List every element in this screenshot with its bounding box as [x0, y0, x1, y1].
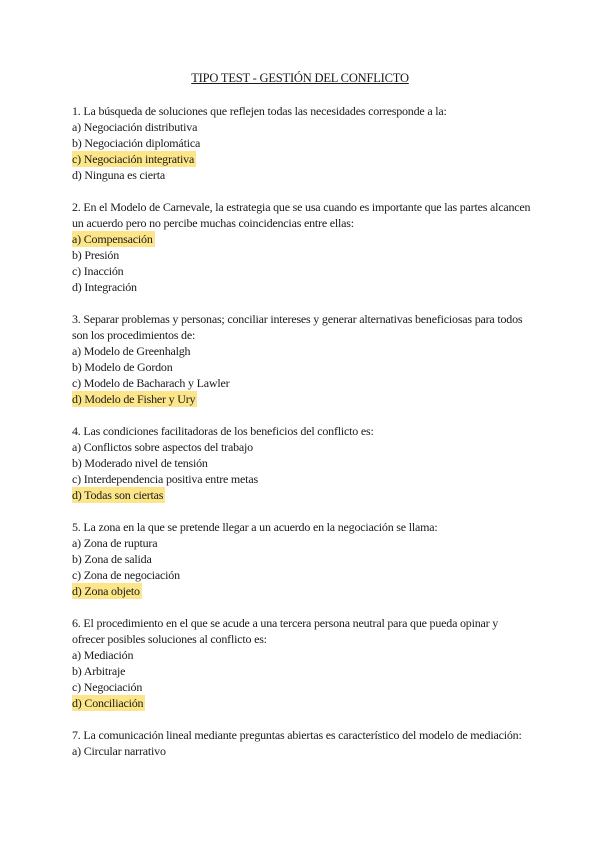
answer-option — [72, 135, 532, 151]
question-text: 3. Separar problemas y personas; conciliar intereses y generar alternativas beneficiosas para todos son los procedimientos de: — [72, 312, 523, 342]
answer-option — [72, 567, 532, 583]
answer-option — [72, 247, 532, 263]
answer-option — [72, 471, 532, 487]
answer-option-text: c) Zona de negociación — [72, 568, 180, 582]
answer-option-text: a) Compensación — [72, 232, 153, 246]
question-text: 1. La búsqueda de soluciones que reflejen todas las necesidades corresponde a la: — [72, 104, 447, 118]
question-5 — [72, 519, 532, 599]
answer-option-text: c) Negociación — [72, 680, 143, 694]
question-1 — [72, 103, 532, 183]
answer-option-correct — [72, 487, 532, 503]
answer-option-text: d) Conciliación — [72, 696, 144, 710]
answer-option-correct — [72, 695, 532, 711]
document-title: TIPO TEST - GESTIÓN DEL CONFLICTO — [191, 71, 409, 85]
answer-option-text: d) Modelo de Fisher y Ury — [72, 392, 196, 406]
answer-option — [72, 263, 532, 279]
answer-option-text: c) Interdependencia positiva entre metas — [72, 472, 258, 486]
answer-option — [72, 439, 532, 455]
answer-option-text: a) Conflictos sobre aspectos del trabajo — [72, 440, 253, 454]
answer-option-text: a) Zona de ruptura — [72, 536, 158, 550]
answer-option-text: b) Negociación diplomática — [72, 136, 201, 150]
answer-option-text: b) Arbitraje — [72, 664, 126, 678]
answer-option — [72, 551, 532, 567]
answer-option-text: a) Mediación — [72, 648, 134, 662]
answer-option-text: c) Negociación integrativa — [72, 152, 195, 166]
answer-option-text: c) Modelo de Bacharach y Lawler — [72, 376, 230, 390]
answer-option-correct — [72, 231, 532, 247]
question-6 — [72, 615, 532, 711]
question-text: 6. El procedimiento en el que se acude a una tercera persona neutral para que pueda opinar y ofrecer posibles soluciones al conflicto es: — [72, 616, 499, 646]
answer-option-text: b) Presión — [72, 248, 119, 262]
answer-option — [72, 279, 532, 295]
answer-option — [72, 375, 532, 391]
question-text: 2. En el Modelo de Carnevale, la estrategia que se usa cuando es importante que las partes alcancen un acuerdo pero no percibe muchas coincidencias entre ellas: — [72, 200, 531, 230]
question-text: 7. La comunicación lineal mediante preguntas abiertas es característico del modelo de mediación: — [72, 728, 522, 742]
answer-option-correct — [72, 151, 532, 167]
question-4 — [72, 423, 532, 503]
question-text: 5. La zona en la que se pretende llegar a un acuerdo en la negociación se llama: — [72, 520, 438, 534]
answer-option-text: d) Todas son ciertas — [72, 488, 164, 502]
answer-option-text: b) Moderado nivel de tensión — [72, 456, 208, 470]
answer-option — [72, 167, 532, 183]
answer-option-text: d) Integración — [72, 280, 137, 294]
answer-option-text: a) Modelo de Greenhalgh — [72, 344, 191, 358]
question-text: 4. Las condiciones facilitadoras de los beneficios del conflicto es: — [72, 424, 374, 438]
answer-option-text: c) Inacción — [72, 264, 124, 278]
question-list — [72, 103, 532, 775]
answer-option-text: b) Zona de salida — [72, 552, 152, 566]
question-3 — [72, 311, 532, 407]
answer-option — [72, 679, 532, 695]
answer-option — [72, 359, 532, 375]
question-2 — [72, 199, 532, 295]
answer-option — [72, 455, 532, 471]
answer-option-text: d) Ninguna es cierta — [72, 168, 165, 182]
answer-option — [72, 663, 532, 679]
answer-option-text: b) Modelo de Gordon — [72, 360, 173, 374]
answer-option — [72, 119, 532, 135]
answer-option-text: d) Zona objeto — [72, 584, 140, 598]
answer-option — [72, 743, 532, 759]
answer-option-correct — [72, 583, 532, 599]
answer-option-text: a) Circular narrativo — [72, 744, 166, 758]
question-7 — [72, 727, 532, 759]
answer-option-text: a) Negociación distributiva — [72, 120, 198, 134]
answer-option-correct — [72, 391, 532, 407]
answer-option — [72, 535, 532, 551]
answer-option — [72, 647, 532, 663]
answer-option — [72, 343, 532, 359]
